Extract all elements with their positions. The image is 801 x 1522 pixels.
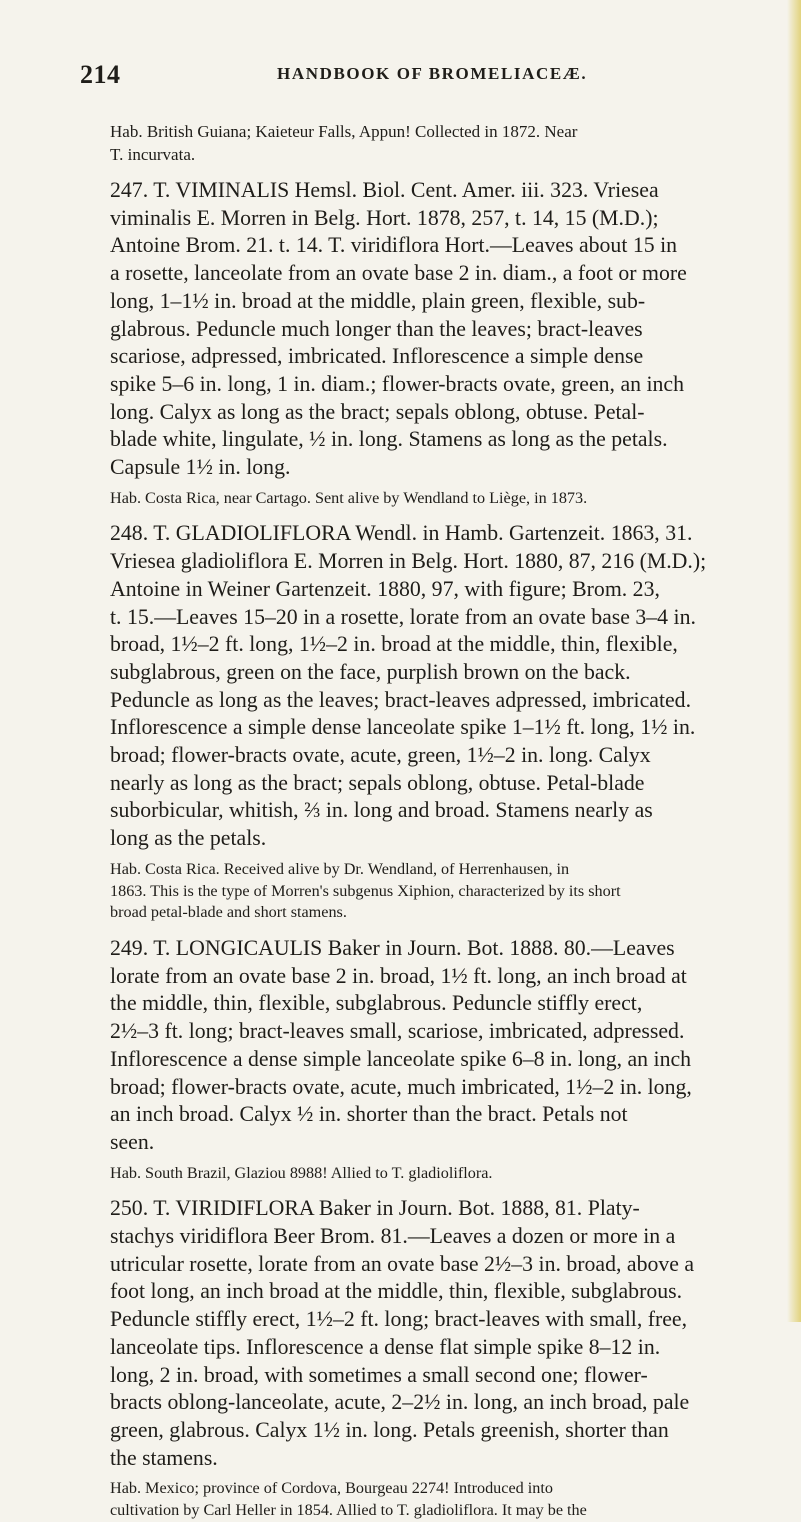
text-line: long, 1–1½ in. broad at the middle, plain green, flexible, sub- [110,288,646,313]
text-line: t. 15.—Leaves 15–20 in a rosette, lorate from an ovate base 3–4 in. [110,604,696,629]
species-250 [82,1195,750,1472]
text-line: 2½–3 ft. long; bract-leaves small, scariose, imbricated, adpressed. [110,1019,685,1044]
text-line: T. incurvata. [110,145,196,164]
text-line: viminalis E. Morren in Belg. Hort. 1878, 257, t. 14, 15 (M.D.); [110,205,659,230]
hab-249 [82,1163,750,1185]
text-line: an inch broad. Calyx ½ in. shorter than the bract. Petals not [110,1102,628,1127]
page-edge [787,0,801,1322]
hab-250 [82,1478,750,1521]
text-line: long, 2 in. broad, with sometimes a small second one; flower- [110,1362,648,1387]
text-line: lanceolate tips. Inflorescence a dense flat simple spike 8–12 in. [110,1334,661,1359]
text-line: Inflorescence a simple dense lanceolate spike 1–1½ ft. long, 1½ in. [110,715,696,740]
text-line: Hab. South Brazil, Glaziou 8988! Allied to T. gladioliflora. [110,1163,493,1182]
text-line: stachys viridiflora Beer Brom. 81.—Leaves a dozen or more in a [110,1224,676,1249]
text-line: a rosette, lanceolate from an ovate base 2 in. diam., a foot or more [110,261,687,286]
species-248 [82,520,750,852]
text-line: Peduncle as long as the leaves; bract-leaves adpressed, imbricated. [110,687,692,712]
text-line: seen. [110,1129,155,1154]
text-line: Hab. British Guiana; Kaieteur Falls, Appun! Collected in 1872. Near [110,122,578,141]
text-line: glabrous. Peduncle much longer than the leaves; bract-leaves [110,316,643,341]
text-line: broad; flower-bracts ovate, acute, green, 1½–2 in. long. Calyx [110,743,651,768]
text-line: broad petal-blade and short stamens. [110,903,347,922]
text-line: the stamens. [110,1445,218,1470]
text-line: Inflorescence a dense simple lanceolate spike 6–8 in. long, an inch [110,1046,692,1071]
page-body [82,120,750,1522]
text-line: Antoine Brom. 21. t. 14. T. viridiflora Hort.—Leaves about 15 in [110,233,678,258]
text-line: long. Calyx as long as the bract; sepals oblong, obtuse. Petal- [110,399,645,424]
text-line: broad; flower-bracts ovate, acute, much imbricated, 1½–2 in. long, [110,1074,692,1099]
text-line: subglabrous, green on the face, purplish brown on the back. [110,659,631,684]
text-line: blade white, lingulate, ½ in. long. Stamens as long as the petals. [110,427,668,452]
text-line: lorate from an ovate base 2 in. broad, 1½ ft. long, an inch broad at [110,963,687,988]
hab-247 [82,488,750,510]
running-title: HANDBOOK OF BROMELIACEÆ. [277,64,588,83]
hab-intro [82,120,750,166]
text-line: long as the petals. [110,826,267,851]
text-line: Hab. Costa Rica, near Cartago. Sent alive by Wendland to Liège, in 1873. [110,488,588,507]
species-249 [82,935,750,1157]
text-line: Capsule 1½ in. long. [110,455,291,480]
text-line: nearly as long as the bract; sepals oblong, obtuse. Petal-blade [110,770,645,795]
text-line: utricular rosette, lorate from an ovate base 2½–3 in. broad, above a [110,1251,695,1276]
text-line: scariose, adpressed, imbricated. Inflorescence a simple dense [110,344,644,369]
text-line: Peduncle stiffly erect, 1½–2 ft. long; bract-leaves with small, free, [110,1307,688,1332]
text-line: 248. T. GLADIOLIFLORA Wendl. in Hamb. Gartenzeit. 1863, 31. [110,521,693,546]
text-line: Hab. Mexico; province of Cordova, Bourgeau 2274! Introduced into [110,1479,553,1498]
text-line: the middle, thin, flexible, subglabrous. Peduncle stiffly erect, [110,991,643,1016]
text-line: Hab. Costa Rica. Received alive by Dr. Wendland, of Herrenhausen, in [110,859,570,878]
page-header [82,0,750,120]
text-line: spike 5–6 in. long, 1 in. diam.; flower-bracts ovate, green, an inch [110,371,684,396]
text-line: Antoine in Weiner Gartenzeit. 1880, 97, with figure; Brom. 23, [110,576,660,601]
species-247 [82,177,750,482]
page-number: 214 [80,60,121,89]
text-line: 247. T. VIMINALIS Hemsl. Biol. Cent. Amer. iii. 323. Vriesea [110,178,659,202]
text-line: Vriesea gladioliflora E. Morren in Belg. Hort. 1880, 87, 216 (M.D.); [110,549,707,574]
text-line: suborbicular, whitish, ⅔ in. long and broad. Stamens nearly as [110,798,653,823]
book-page [82,0,750,1522]
text-line: 1863. This is the type of Morren's subgenus Xiphion, characterized by its short [110,881,621,900]
hab-248 [82,859,750,924]
text-line: broad, 1½–2 ft. long, 1½–2 in. broad at the middle, thin, flexible, [110,632,678,657]
text-line: 249. T. LONGICAULIS Baker in Journ. Bot. 1888. 80.—Leaves [110,935,675,960]
text-line: 250. T. VIRIDIFLORA Baker in Journ. Bot. 1888, 81. Platy- [110,1196,640,1221]
text-line: green, glabrous. Calyx 1½ in. long. Petals greenish, shorter than [110,1417,669,1442]
text-line: foot long, an inch broad at the middle, thin, flexible, subglabrous. [110,1279,683,1304]
text-line: cultivation by Carl Heller in 1854. Allied to T. gladioliflora. It may be the [110,1501,587,1520]
text-line: bracts oblong-lanceolate, acute, 2–2½ in. long, an inch broad, pale [110,1390,690,1415]
